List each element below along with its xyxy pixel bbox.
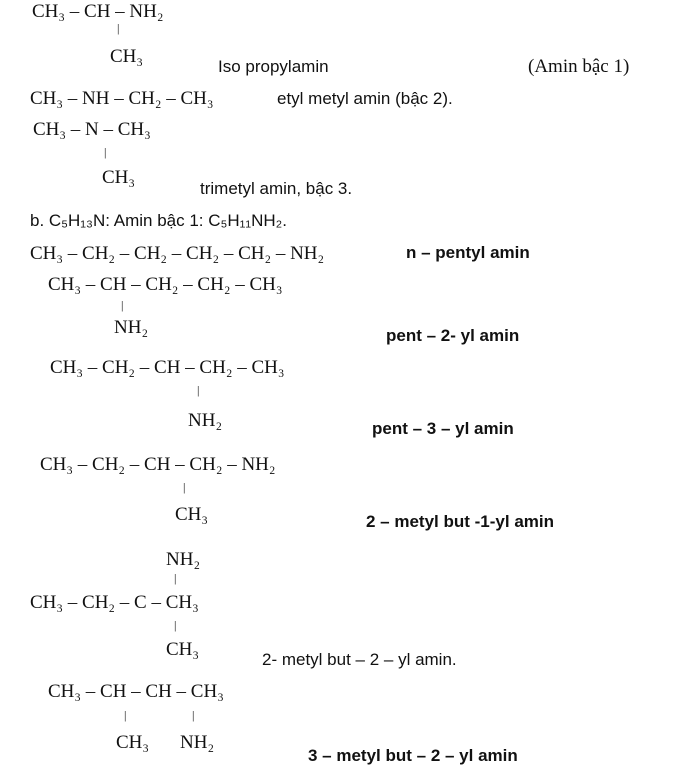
bond-line: |	[174, 618, 177, 632]
formula-branch: CH₃	[102, 167, 136, 188]
amine-class-note: (Amin bậc 1)	[528, 56, 630, 77]
bond-line: |	[192, 708, 195, 722]
compound-name: 2 – metyl but -1-yl amin	[366, 512, 554, 531]
formula-branch: NH₂	[180, 732, 215, 753]
bond-line: |	[121, 298, 124, 312]
formula-ethylmethylamine: CH₃ – NH – CH₂ – CH₃	[30, 88, 214, 109]
formula-n-pentylamine: CH₃ – CH₂ – CH₂ – CH₂ – CH₂ – NH₂	[30, 243, 325, 264]
formula-trimethylamine: CH₃ – N – CH₃	[33, 119, 151, 140]
formula-3-methylbut-2-ylamine: CH₃ – CH – CH – CH₃	[48, 681, 224, 702]
bond-line: |	[197, 383, 200, 397]
compound-name: 3 – metyl but – 2 – yl amin	[308, 746, 518, 765]
formula-2-methylbut-2-ylamine: CH₃ – CH₂ – C – CH₃	[30, 592, 199, 613]
bond-line: |	[124, 708, 127, 722]
compound-name: n – pentyl amin	[406, 243, 530, 262]
compound-name: pent – 2- yl amin	[386, 326, 520, 345]
compound-name: pent – 3 – yl amin	[372, 419, 514, 438]
bond-line: |	[117, 21, 120, 35]
formula-pent-2-ylamine: CH₃ – CH – CH₂ – CH₂ – CH₃	[48, 274, 283, 295]
bond-line: |	[174, 571, 177, 585]
bond-line: |	[104, 145, 107, 159]
formula-2-methylbut-1-ylamine: CH₃ – CH₂ – CH – CH₂ – NH₂	[40, 454, 276, 475]
compound-name: etyl metyl amin (bậc 2).	[277, 89, 453, 108]
compound-name: trimetyl amin, bậc 3.	[200, 179, 353, 198]
compound-name: 2- metyl but – 2 – yl amin.	[262, 650, 457, 669]
formula-isopropylamine: CH₃ – CH – NH₂	[32, 1, 164, 22]
formula-branch: CH₃	[110, 46, 144, 67]
compound-name: Iso propylamin	[218, 57, 329, 76]
formula-branch: CH₃	[116, 732, 150, 753]
formula-branch: CH₃	[166, 639, 200, 660]
section-heading-b: b. C₅H₁₃N: Amin bậc 1: C₅H₁₁NH₂.	[30, 211, 287, 230]
bond-line: |	[183, 480, 186, 494]
formula-branch: CH₃	[175, 504, 209, 525]
formula-branch: NH₂	[188, 410, 223, 431]
formula-pent-3-ylamine: CH₃ – CH₂ – CH – CH₂ – CH₃	[50, 357, 285, 378]
formula-branch-top: NH₂	[166, 549, 201, 570]
formula-branch: NH₂	[114, 317, 149, 338]
